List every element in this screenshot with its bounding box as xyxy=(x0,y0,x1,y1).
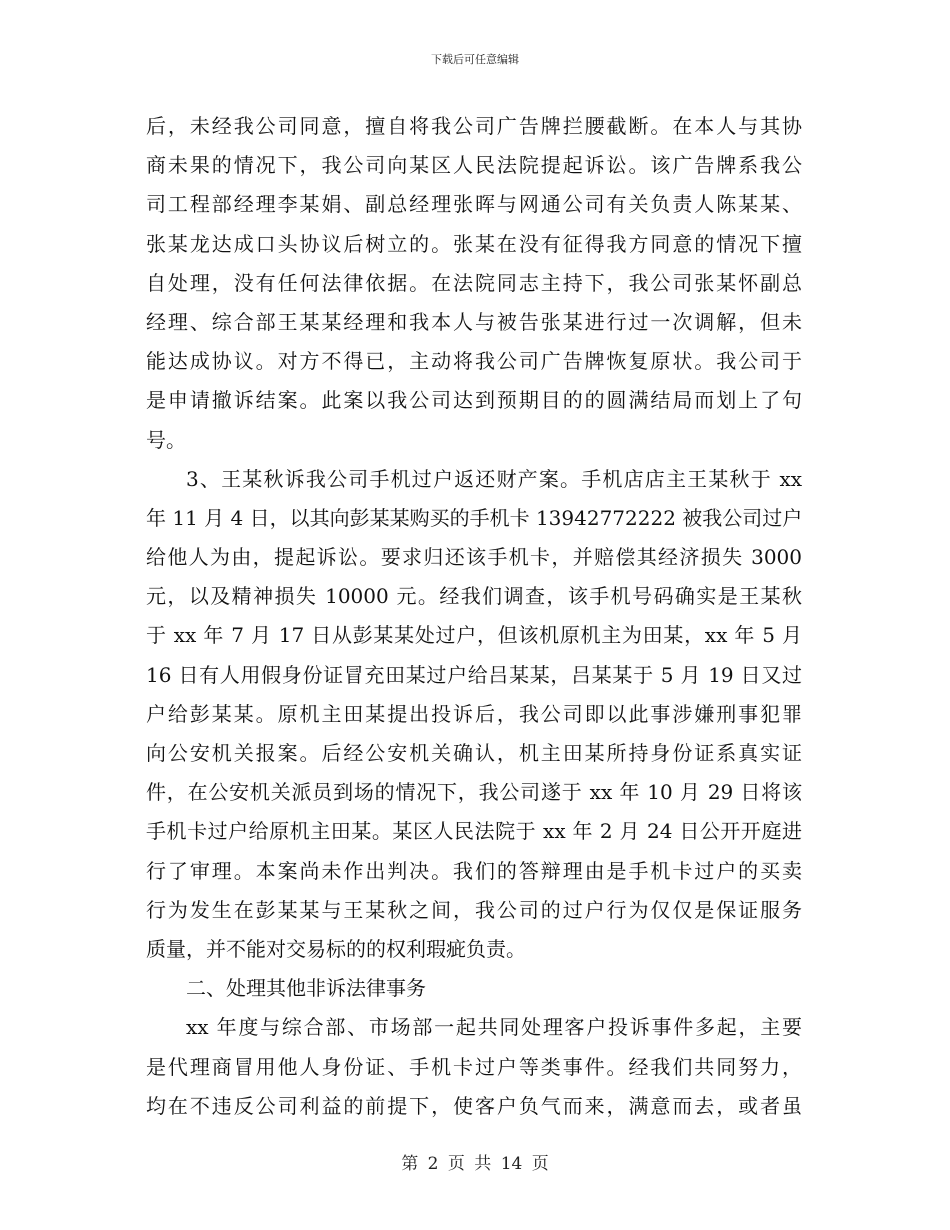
text-line: 均在不违反公司利益的前提下，使客户负气而来，满意而去，或者虽 xyxy=(146,1093,802,1118)
text-line: 户给彭某某。原机主田某提出投诉后，我公司即以此事涉嫌刑事犯罪 xyxy=(146,701,802,726)
text-line: 是申请撤诉结案。此案以我公司达到预期目的的圆满结局而划上了句 xyxy=(146,388,802,413)
text-line: 元，以及精神损失 10000 元。经我们调查，该手机号码确实是王某秋 xyxy=(146,584,802,609)
text-line: 商未果的情况下，我公司向某区人民法院提起诉讼。该广告牌系我公 xyxy=(146,153,802,178)
text-line: 16 日有人用假身份证冒充田某过户给吕某某，吕某某于 5 月 19 日又过 xyxy=(146,662,802,687)
text-line: 年 11 月 4 日，以其向彭某某购买的手机卡 13942772222 被我公司过户 xyxy=(146,505,802,530)
text-line: 3、王某秋诉我公司手机过户返还财产案。手机店店主王某秋于 xx xyxy=(186,466,802,491)
text-line: 能达成协议。对方不得已，主动将我公司广告牌恢复原状。我公司于 xyxy=(146,349,802,374)
page-header: 下载后可任意编辑 xyxy=(431,53,519,66)
page-footer: 第 2 页 共 14 页 xyxy=(401,1154,549,1174)
text-line: 向公安机关报案。后经公安机关确认，机主田某所持身份证系真实证 xyxy=(146,741,802,765)
text-line: 行了审理。本案尚未作出判决。我们的答辩理由是手机卡过户的买卖 xyxy=(146,858,802,883)
text-line: 是代理商冒用他人身份证、手机卡过户等类事件。经我们共同努力， xyxy=(146,1054,802,1079)
document-body xyxy=(146,107,802,1126)
section-heading: 二、处理其他非诉法律事务 xyxy=(186,976,426,1001)
text-line: 后，未经我公司同意，擅自将我公司广告牌拦腰截断。在本人与其协 xyxy=(146,114,802,138)
text-line: 于 xx 年 7 月 17 日从彭某某处过户，但该机原机主为田某，xx 年 5 月 xyxy=(146,623,802,648)
text-line: xx 年度与综合部、市场部一起共同处理客户投诉事件多起，主要 xyxy=(186,1015,802,1040)
text-line: 给他人为由，提起诉讼。要求归还该手机卡，并赔偿其经济损失 3000 xyxy=(146,545,802,570)
text-line: 自处理，没有任何法律依据。在法院同志主持下，我公司张某怀副总 xyxy=(146,270,802,295)
text-line: 号。 xyxy=(146,427,186,452)
text-line: 手机卡过户给原机主田某。某区人民法院于 xx 年 2 月 24 日公开开庭进 xyxy=(146,819,802,844)
text-line: 司工程部经理李某娟、副总经理张晖与网通公司有关负责人陈某某、 xyxy=(146,192,802,217)
text-line: 件，在公安机关派员到场的情况下，我公司遂于 xx 年 10 月 29 日将该 xyxy=(146,780,802,805)
text-line: 张某龙达成口头协议后树立的。张某在没有征得我方同意的情况下擅 xyxy=(146,231,802,256)
text-line: 行为发生在彭某某与王某秋之间，我公司的过户行为仅仅是保证服务 xyxy=(146,897,802,922)
text-line: 经理、综合部王某某经理和我本人与被告张某进行过一次调解，但未 xyxy=(146,309,802,334)
text-line: 质量，并不能对交易标的的权利瑕疵负责。 xyxy=(146,936,526,961)
